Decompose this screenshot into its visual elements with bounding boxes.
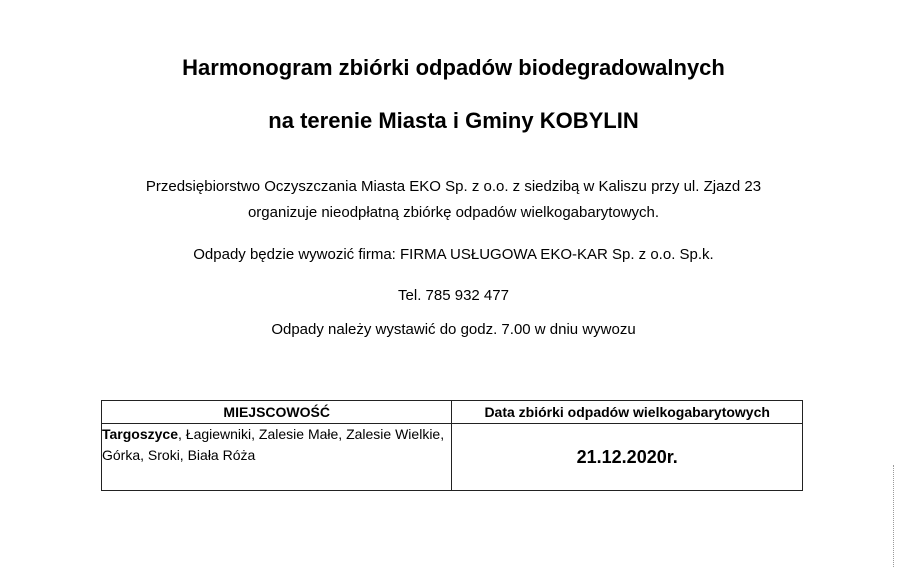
place-names: , Łagiewniki, Zalesie Małe, Zalesie Wielkie, Górka, Sroki, Biała Róża <box>102 426 445 463</box>
deadline-note: Odpady należy wystawić do godz. 7.00 w dniu wywozu <box>271 321 636 338</box>
table-header-row <box>102 401 803 424</box>
header-place: MIEJSCOWOŚĆ <box>102 401 452 424</box>
collection-date: 21.12.2020r. <box>452 424 803 491</box>
scan-edge-line <box>893 465 895 567</box>
phone-number: Tel. 785 932 477 <box>398 287 509 304</box>
place-cell <box>102 424 452 491</box>
place-name-bold: Targoszyce <box>102 426 178 442</box>
table-row <box>102 424 803 491</box>
document-title-line-2: na terenie Miasta i Gminy KOBYLIN <box>268 108 639 133</box>
company-info-line-1: Przedsiębiorstwo Oczyszczania Miasta EKO Sp. z o.o. z siedzibą w Kaliszu przy ul. Zjazd 23 <box>145 178 762 195</box>
company-info-line-2: organizuje nieodpłatną zbiórkę odpadów wielkogabarytowych. <box>247 204 660 221</box>
collector-info: Odpady będzie wywozić firma: FIRMA USŁUGOWA EKO-KAR Sp. z o.o. Sp.k. <box>193 246 714 263</box>
schedule-table <box>101 400 803 491</box>
document-title-line-1: Harmonogram zbiórki odpadów biodegradowalnych <box>182 55 725 80</box>
header-date: Data zbiórki odpadów wielkogabarytowych <box>452 401 803 424</box>
